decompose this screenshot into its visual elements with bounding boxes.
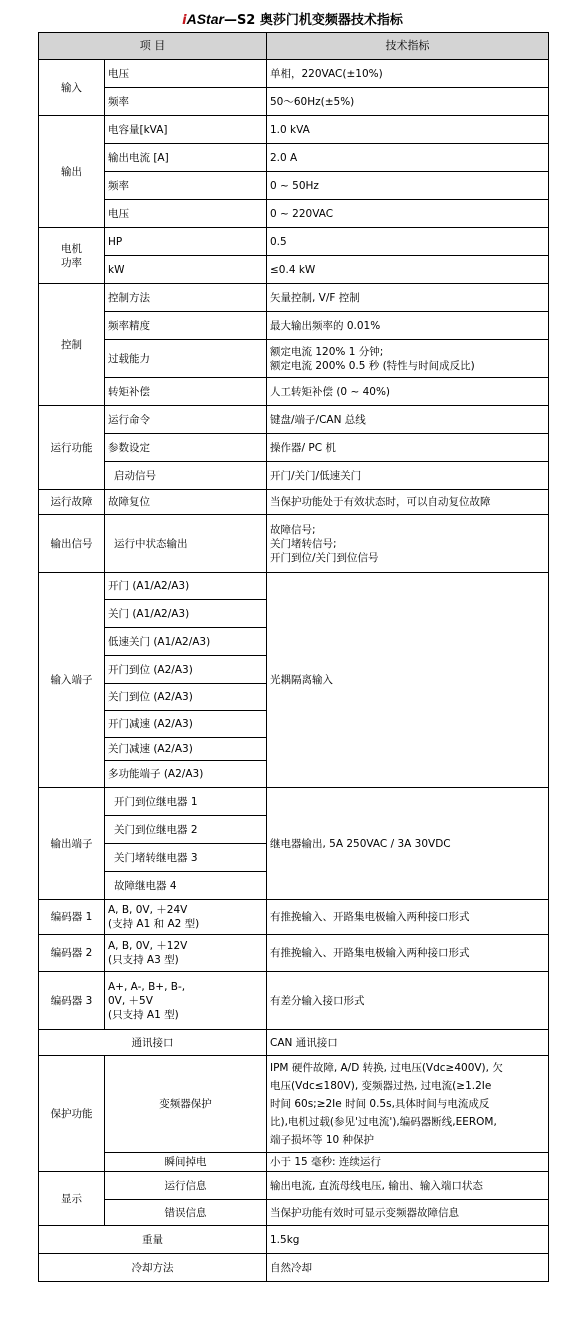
group-run: 运行功能 <box>39 406 105 490</box>
group-motor <box>39 228 105 284</box>
encoder3-spec <box>105 972 267 1030</box>
encoder2-line1: A, B, 0V, ＋12V <box>108 940 188 952</box>
table-row <box>39 1056 549 1153</box>
control-method-label: 控制方法 <box>105 284 267 312</box>
protection-line1: IPM 硬件故障, A/D 转换, 过电压(Vdc≥400V), 欠 <box>270 1062 503 1074</box>
header-row <box>39 33 549 60</box>
table-row <box>39 200 549 228</box>
table-row <box>39 60 549 88</box>
motor-hp-label: HP <box>105 228 267 256</box>
encoder3-line3: (只支持 A1 型) <box>108 1008 179 1021</box>
table-row <box>39 490 549 515</box>
input-terminal-item: 关门 (A1/A2/A3) <box>105 600 267 628</box>
encoder1-value: 有推挽输入、开路集电极输入两种接口形式 <box>267 900 549 935</box>
output-freq-value: 0 ~ 50Hz <box>267 172 549 200</box>
group-control: 控制 <box>39 284 105 406</box>
output-capacity-value: 1.0 kVA <box>267 116 549 144</box>
motor-kw-value: ≤0.4 kW <box>267 256 549 284</box>
comm-value: CAN 通讯接口 <box>267 1030 549 1056</box>
overload-line2: 额定电流 200% 0.5 秒 (特性与时间成反比) <box>270 359 475 372</box>
table-row <box>39 434 549 462</box>
output-capacity-label: 电容量[kVA] <box>105 116 267 144</box>
table-row <box>39 172 549 200</box>
encoder1-spec <box>105 900 267 935</box>
table-row <box>39 406 549 434</box>
spec-table <box>38 32 549 1282</box>
signal-line1: 故障信号; <box>270 523 316 536</box>
protection-line5: 端子损坏等 10 种保护 <box>270 1134 375 1146</box>
input-terminal-item: 开门减速 (A2/A3) <box>105 711 267 738</box>
table-row <box>39 1200 549 1226</box>
group-encoder3: 编码器 3 <box>39 972 105 1030</box>
group-signal: 输出信号 <box>39 515 105 573</box>
table-row <box>39 116 549 144</box>
header-item: 项 目 <box>39 33 267 60</box>
encoder3-line1: A+, A-, B+, B-, <box>108 980 186 993</box>
table-row <box>39 1172 549 1200</box>
output-current-value: 2.0 A <box>267 144 549 172</box>
encoder2-value: 有推挽输入、开路集电极输入两种接口形式 <box>267 935 549 972</box>
motor-kw-label: kW <box>105 256 267 284</box>
signal-line3: 开门到位/关门到位信号 <box>270 551 379 564</box>
title-text: 奥莎门机变频器技术指标 <box>255 13 403 28</box>
control-accuracy-label: 频率精度 <box>105 312 267 340</box>
table-row <box>39 340 549 378</box>
protection-line2: 电压(Vdc≤180V), 变频器过热, 过电流(≥1.2Ie <box>270 1080 492 1092</box>
run-param-label: 参数设定 <box>105 434 267 462</box>
run-param-value: 操作器/ PC 机 <box>267 434 549 462</box>
table-row <box>39 515 549 573</box>
run-command-label: 运行命令 <box>105 406 267 434</box>
control-accuracy-value: 最大输出频率的 0.01% <box>267 312 549 340</box>
input-voltage-label: 电压 <box>105 60 267 88</box>
table-row <box>39 284 549 312</box>
group-display: 显示 <box>39 1172 105 1226</box>
input-terminal-item: 关门减速 (A2/A3) <box>105 738 267 761</box>
overload-line1: 额定电流 120% 1 分钟; <box>270 345 384 358</box>
encoder1-line2: (支持 A1 和 A2 型) <box>108 918 200 930</box>
protection-line3: 时间 60s;≥2Ie 时间 0.5s,具体时间与电流成反 <box>270 1098 490 1110</box>
run-command-value: 键盘/端子/CAN 总线 <box>267 406 549 434</box>
weight-label: 重量 <box>39 1226 267 1254</box>
display-error-label: 错误信息 <box>105 1200 267 1226</box>
encoder1-line1: A, B, 0V, ＋24V <box>108 904 188 916</box>
brand-name: AStar <box>186 11 224 27</box>
weight-value: 1.5kg <box>267 1226 549 1254</box>
run-start-label: 启动信号 <box>105 462 267 490</box>
table-row <box>39 312 549 340</box>
table-row <box>39 935 549 972</box>
input-terminal-item: 关门到位 (A2/A3) <box>105 684 267 711</box>
control-torque-value: 人工转矩补偿 (0 ~ 40%) <box>267 378 549 406</box>
group-output-terminals: 输出端子 <box>39 788 105 900</box>
table-row <box>39 573 549 600</box>
protection-line4: 比),电机过载(参见'过电流'),编码器断线,EEROM, <box>270 1116 497 1128</box>
table-row <box>39 900 549 935</box>
table-row <box>39 256 549 284</box>
group-motor-line2: 功率 <box>61 256 82 269</box>
group-input-terminals: 输入端子 <box>39 573 105 788</box>
display-run-value: 输出电流, 直流母线电压, 输出、输入端口状态 <box>267 1172 549 1200</box>
protection-dip-label: 瞬间掉电 <box>105 1153 267 1172</box>
fault-reset-label: 故障复位 <box>105 490 267 515</box>
table-row <box>39 972 549 1030</box>
table-row <box>39 88 549 116</box>
output-terminal-item: 开门到位继电器 1 <box>105 788 267 816</box>
input-terminal-item: 多功能端子 (A2/A3) <box>105 761 267 788</box>
group-protection: 保护功能 <box>39 1056 105 1172</box>
protection-dip-value: 小于 15 毫秒: 连续运行 <box>267 1153 549 1172</box>
table-row <box>39 788 549 816</box>
encoder2-line2: (只支持 A3 型) <box>108 954 179 966</box>
cooling-value: 自然冷却 <box>267 1254 549 1282</box>
page-title <box>0 8 585 30</box>
cooling-label: 冷却方法 <box>39 1254 267 1282</box>
table-row <box>39 462 549 490</box>
model-name: —S2 <box>223 13 256 28</box>
control-method-value: 矢量控制, V/F 控制 <box>267 284 549 312</box>
table-row <box>39 1153 549 1172</box>
table-row <box>39 228 549 256</box>
table-row <box>39 1226 549 1254</box>
run-start-value: 开门/关门/低速关门 <box>267 462 549 490</box>
group-output: 输出 <box>39 116 105 228</box>
header-spec: 技术指标 <box>267 33 549 60</box>
input-terminal-item: 开门 (A1/A2/A3) <box>105 573 267 600</box>
encoder3-value: 有差分输入接口形式 <box>267 972 549 1030</box>
encoder2-spec <box>105 935 267 972</box>
fault-reset-value: 当保护功能处于有效状态时，可以自动复位故障 <box>267 490 549 515</box>
output-terminal-item: 故障继电器 4 <box>105 872 267 900</box>
input-freq-value: 50～60Hz(±5%) <box>267 88 549 116</box>
signal-status-value <box>267 515 549 573</box>
output-terminal-item: 关门堵转继电器 3 <box>105 844 267 872</box>
signal-line2: 关门堵转信号; <box>270 537 337 550</box>
control-overload-value <box>267 340 549 378</box>
control-torque-label: 转矩补偿 <box>105 378 267 406</box>
table-row <box>39 1254 549 1282</box>
display-error-value: 当保护功能有效时可显示变频器故障信息 <box>267 1200 549 1226</box>
output-voltage-label: 电压 <box>105 200 267 228</box>
protection-inverter-label: 变频器保护 <box>105 1056 267 1153</box>
output-voltage-value: 0 ~ 220VAC <box>267 200 549 228</box>
table-row <box>39 1030 549 1056</box>
motor-hp-value: 0.5 <box>267 228 549 256</box>
output-terminals-value: 继电器输出, 5A 250VAC / 3A 30VDC <box>267 788 549 900</box>
table-row <box>39 144 549 172</box>
group-encoder1: 编码器 1 <box>39 900 105 935</box>
output-terminal-item: 关门到位继电器 2 <box>105 816 267 844</box>
input-terminal-item: 低速关门 (A1/A2/A3) <box>105 628 267 656</box>
group-fault: 运行故障 <box>39 490 105 515</box>
group-encoder2: 编码器 2 <box>39 935 105 972</box>
group-motor-line1: 电机 <box>61 242 82 255</box>
input-terminals-value: 光耦隔离输入 <box>267 573 549 788</box>
brand-logo-i: i <box>182 13 187 28</box>
output-freq-label: 频率 <box>105 172 267 200</box>
input-voltage-value: 单相，220VAC(±10%) <box>267 60 549 88</box>
encoder3-line2: 0V, ＋5V <box>108 994 153 1007</box>
signal-status-label: 运行中状态输出 <box>105 515 267 573</box>
protection-inverter-value <box>267 1056 549 1153</box>
input-terminal-item: 开门到位 (A2/A3) <box>105 656 267 684</box>
display-run-label: 运行信息 <box>105 1172 267 1200</box>
output-current-label: 输出电流 [A] <box>105 144 267 172</box>
control-overload-label: 过载能力 <box>105 340 267 378</box>
table-row <box>39 378 549 406</box>
group-input: 输入 <box>39 60 105 116</box>
input-freq-label: 频率 <box>105 88 267 116</box>
comm-label: 通讯接口 <box>39 1030 267 1056</box>
